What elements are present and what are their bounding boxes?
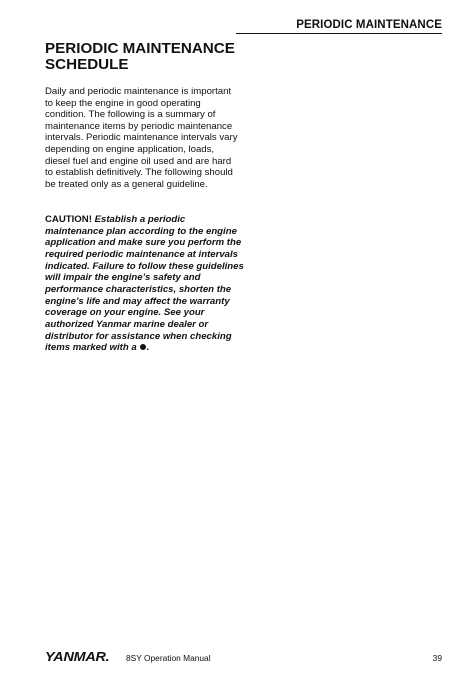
section-title: PERIODIC MAINTENANCE SCHEDULE <box>45 40 235 73</box>
caution-end-mark: . <box>146 342 150 354</box>
manual-name: 8SY Operation Manual <box>126 653 211 663</box>
caution-label: CAUTION! <box>45 214 92 225</box>
header-rule <box>236 33 442 34</box>
page-footer <box>45 650 442 666</box>
caution-notice <box>45 214 245 354</box>
running-header: PERIODIC MAINTENANCE <box>296 19 442 31</box>
yanmar-logo: YANMAR. <box>45 650 110 664</box>
caution-text: Establish a periodic maintenance plan according to the engine application and make sure you perform the required periodic maintenance at intervals indicated. Failure to follow these guidelines will impair the engine’s safety and performance characteristics, shorten the engine’s life and may affect the warranty coverage on your engine. See your authorized Yanmar marine dealer or distributor for assistance when checking items marked with a <box>45 214 244 354</box>
page-number: 39 <box>432 653 442 663</box>
intro-paragraph: Daily and periodic maintenance is important to keep the engine in good operating condition. The following is a summary of maintenance items by periodic maintenance intervals. Periodic maintenance intervals vary depending on engine application, loads, diesel fuel and engine oil used and are hard to establish definitively. The following should be treated only as a general guideline. <box>45 86 238 190</box>
